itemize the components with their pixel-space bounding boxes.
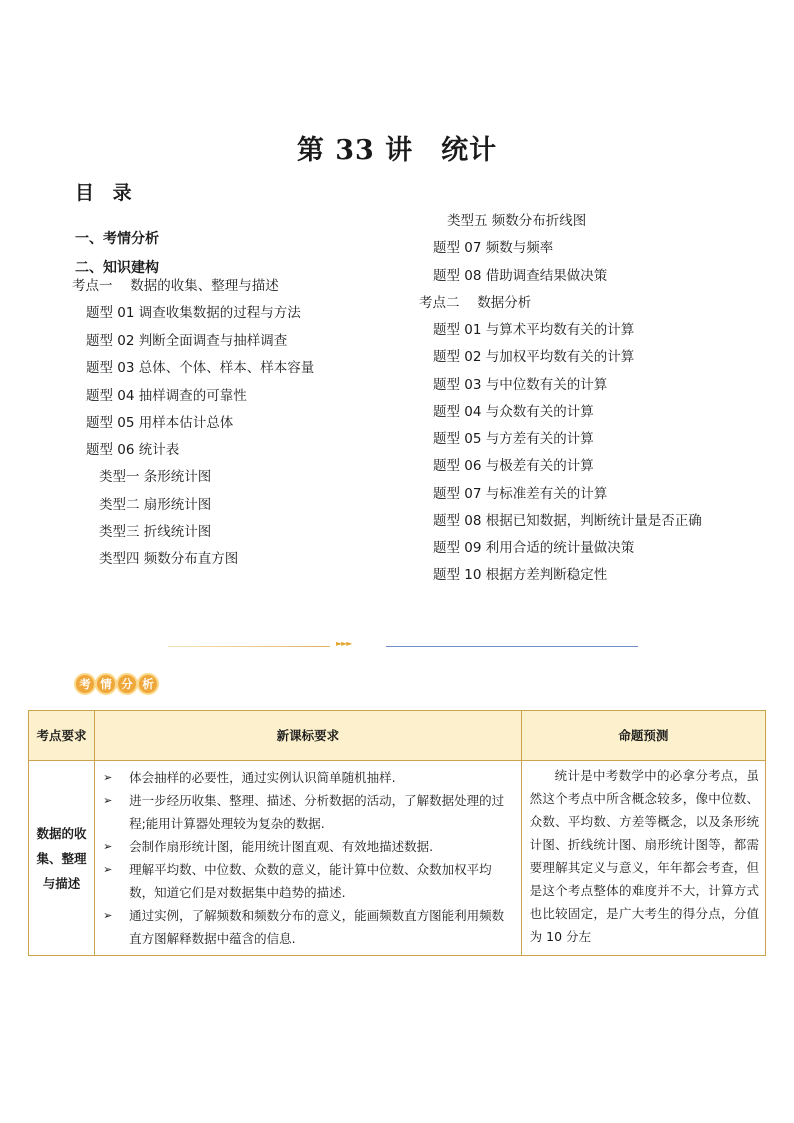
- requirement-item: [103, 858, 515, 904]
- toc-item-point-2[interactable]: 考点二 数据分析: [419, 295, 532, 311]
- requirement-text: 理解平均数、中位数、众数的意义，能计算中位数、众数加权平均数，知道它们是对数据集中趋势的描述.: [129, 862, 492, 900]
- badge-char: 考: [74, 673, 96, 695]
- section-badge: [74, 673, 158, 695]
- toc-item-type-1-06[interactable]: 题型 06 统计表: [86, 442, 180, 458]
- requirement-text: 通过实例，了解频数和频数分布的意义，能画频数直方图能利用频数直方图解释数据中蕴含的信息.: [129, 908, 505, 946]
- toc-item-type-2-07[interactable]: 题型 07 与标准差有关的计算: [433, 486, 608, 502]
- requirement-text: 进一步经历收集、整理、描述、分析数据的活动，了解数据处理的过程;能用计算器处理较为复杂的数据.: [129, 793, 505, 831]
- page-title: 第 33 讲 统计: [296, 135, 498, 166]
- toc-item-subtype-3[interactable]: 类型三 折线统计图: [99, 524, 212, 540]
- requirement-item: [103, 904, 515, 950]
- toc-item-type-2-01[interactable]: 题型 01 与算术平均数有关的计算: [433, 322, 635, 338]
- requirement-item: [103, 789, 515, 835]
- toc-item-exam-analysis[interactable]: 一、考情分析: [75, 231, 159, 247]
- divider-arrows-icon: ►►►: [336, 639, 352, 648]
- exam-requirements-table: [28, 710, 766, 956]
- toc-item-type-1-02[interactable]: 题型 02 判断全面调查与抽样调查: [86, 333, 288, 349]
- toc-item-subtype-2[interactable]: 类型二 扇形统计图: [99, 497, 212, 513]
- table-header-row: [29, 711, 766, 761]
- header-topic: 考点要求: [29, 711, 95, 761]
- requirement-text: 会制作扇形统计图，能用统计图直观、有效地描述数据.: [129, 839, 434, 854]
- toc-heading: 目 录: [75, 182, 138, 204]
- divider-right: [386, 646, 638, 647]
- toc-item-subtype-1[interactable]: 类型一 条形统计图: [99, 469, 212, 485]
- arrow-bullet-icon: ➢: [103, 840, 113, 853]
- toc-item-type-1-04[interactable]: 题型 04 抽样调查的可靠性: [86, 388, 247, 404]
- toc-item-type-1-08[interactable]: 题型 08 借助调查结果做决策: [433, 268, 608, 284]
- toc-item-type-1-05[interactable]: 题型 05 用样本估计总体: [86, 415, 234, 431]
- prediction-cell: 统计是中考数学中的必拿分考点，虽然这个考点中所含概念较多，像中位数、众数、平均数、方差等概念，以及条形统计图、折线统计图、扇形统计图等，都需要理解其定义与意义，年年都会考查，但是这个考点整体的难度并不大，计算方式也比较固定，是广大考生的得分点，分值为 10 分左: [521, 761, 765, 956]
- arrow-bullet-icon: ➢: [103, 794, 113, 807]
- toc-item-type-1-03[interactable]: 题型 03 总体、个体、样本、样本容量: [86, 360, 315, 376]
- toc-item-subtype-5[interactable]: 类型五 频数分布折线图: [447, 213, 587, 229]
- header-standard: 新课标要求: [95, 711, 522, 761]
- header-prediction: 命题预测: [521, 711, 765, 761]
- toc-item-type-2-04[interactable]: 题型 04 与众数有关的计算: [433, 404, 594, 420]
- requirement-text: 体会抽样的必要性，通过实例认识简单随机抽样.: [129, 770, 396, 785]
- requirements-cell: [95, 761, 522, 956]
- toc-item-type-2-02[interactable]: 题型 02 与加权平均数有关的计算: [433, 349, 635, 365]
- arrow-bullet-icon: ➢: [103, 909, 113, 922]
- toc-item-type-1-07[interactable]: 题型 07 频数与频率: [433, 240, 554, 256]
- badge-char: 析: [137, 673, 159, 695]
- toc-item-type-2-06[interactable]: 题型 06 与极差有关的计算: [433, 458, 594, 474]
- toc-item-type-2-05[interactable]: 题型 05 与方差有关的计算: [433, 431, 594, 447]
- table-row: [29, 761, 766, 956]
- toc-item-type-2-03[interactable]: 题型 03 与中位数有关的计算: [433, 377, 608, 393]
- topic-cell: 数据的收集、整理与描述: [29, 761, 95, 956]
- divider-left: [168, 646, 330, 647]
- toc-item-subtype-4[interactable]: 类型四 频数分布直方图: [99, 551, 239, 567]
- requirement-item: [103, 766, 515, 789]
- toc-item-type-2-08[interactable]: 题型 08 根据已知数据，判断统计量是否正确: [433, 513, 702, 529]
- toc-item-type-2-10[interactable]: 题型 10 根据方差判断稳定性: [433, 567, 608, 583]
- badge-char: 分: [116, 673, 138, 695]
- toc-item-knowledge[interactable]: 二、知识建构: [75, 260, 159, 276]
- arrow-bullet-icon: ➢: [103, 771, 113, 784]
- arrow-bullet-icon: ➢: [103, 863, 113, 876]
- requirement-item: [103, 835, 515, 858]
- toc-item-type-1-01[interactable]: 题型 01 调查收集数据的过程与方法: [86, 305, 301, 321]
- toc-item-type-2-09[interactable]: 题型 09 利用合适的统计量做决策: [433, 540, 635, 556]
- badge-char: 情: [95, 673, 117, 695]
- toc-item-point-1[interactable]: 考点一 数据的收集、整理与描述: [72, 278, 279, 294]
